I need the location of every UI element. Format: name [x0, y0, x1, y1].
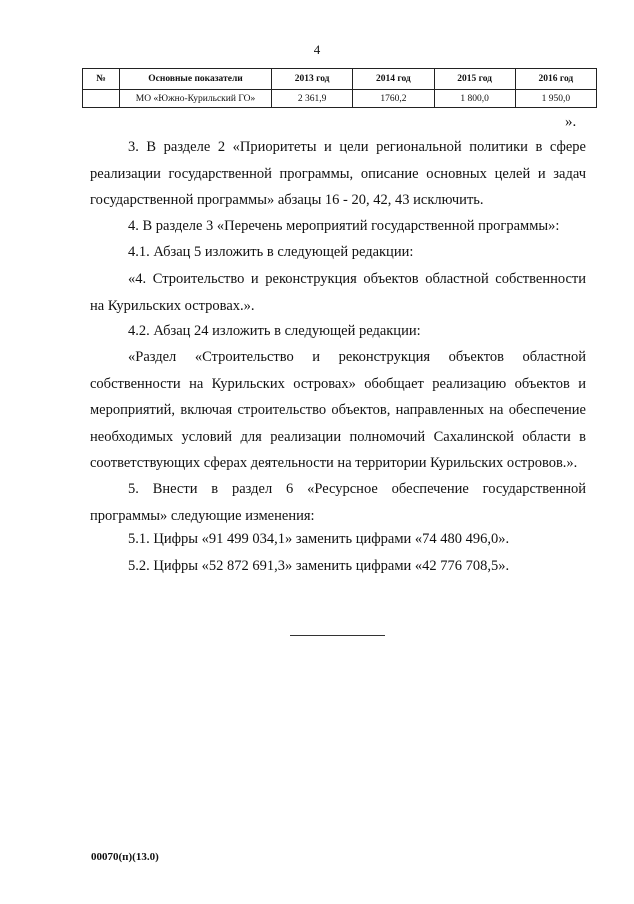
table-header-row: [83, 69, 597, 90]
table-cell: 1 800,0: [434, 90, 515, 108]
end-rule: [290, 635, 385, 636]
paragraph-5-1: 5.1. Цифры «91 499 034,1» заменить цифрами «74 480 496,0».: [128, 531, 510, 547]
paragraph-5-2: 5.2. Цифры «52 872 691,3» заменить цифрами «42 776 708,5».: [128, 558, 510, 574]
table-cell: 1760,2: [353, 90, 434, 108]
paragraph-4-1: 4.1. Абзац 5 изложить в следующей редакции:: [128, 244, 414, 260]
paragraph-4: 4. В разделе 3 «Перечень мероприятий государственной программы»:: [128, 218, 560, 234]
table-cell: [83, 90, 120, 108]
table-cell: МО «Южно-Курильский ГО»: [120, 90, 272, 108]
paragraph-4-2-text: «Раздел «Строительство и реконструкция объектов областной собственности на Курильских островах» обобщает реализацию объектов и мероприятий, включая строительство объектов, направленных на обеспечение необходимых условий для реализации полномочий Сахалинской области в соответствующих сферах деятельности на территории Курильских островов.».: [90, 349, 586, 471]
paragraph-4-2: 4.2. Абзац 24 изложить в следующей редакции:: [128, 323, 421, 339]
table-cell: 1 950,0: [515, 90, 596, 108]
table-header-cell: 2013 год: [272, 69, 353, 90]
table-row: [83, 90, 597, 108]
closing-quote: ».: [565, 114, 577, 130]
table-header-cell: 2016 год: [515, 69, 596, 90]
paragraph-4-1-text: «4. Строительство и реконструкция объектов областной собственности на Курильских островах.».: [90, 271, 586, 314]
table-header-cell: №: [83, 69, 120, 90]
table-header-cell: 2015 год: [434, 69, 515, 90]
table-cell: 2 361,9: [272, 90, 353, 108]
page-number: 4: [313, 42, 321, 57]
table-header-cell: Основные показатели: [120, 69, 272, 90]
indicators-table: [82, 68, 597, 108]
document-code: 00070(п)(13.0): [91, 851, 159, 863]
paragraph-5: 5. Внести в раздел 6 «Ресурсное обеспечение государственной программы» следующие изменения:: [90, 481, 586, 524]
table-header-cell: 2014 год: [353, 69, 434, 90]
paragraph-3: 3. В разделе 2 «Приоритеты и цели региональной политики в сфере реализации государственной программы, описание основных целей и задач государственной программы» абзацы 16 - 20, 42, 43 исключить.: [90, 139, 586, 208]
